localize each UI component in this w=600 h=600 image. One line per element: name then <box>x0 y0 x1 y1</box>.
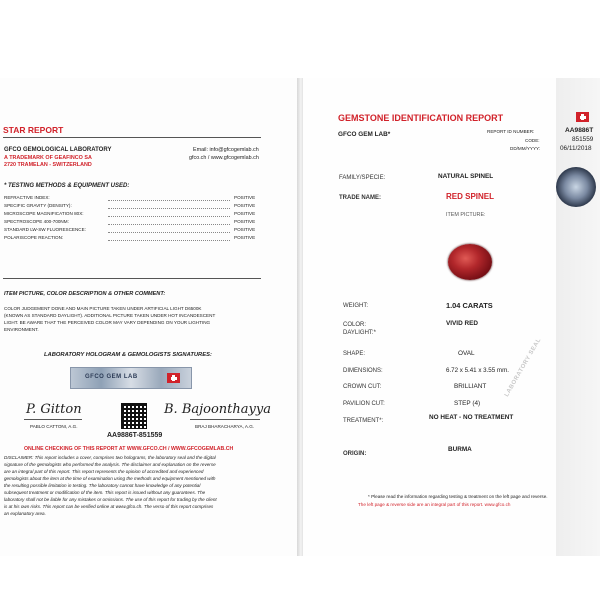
dot-leader <box>108 235 230 241</box>
disclaimer-line: laboratory shall not be liable for any mistakes or omissions. The use of this report for trading by the client <box>4 497 217 502</box>
dot-leader <box>108 203 230 209</box>
report-id-value: AA9886T <box>565 127 594 134</box>
lab-email: Email: info@gfcogemlab.ch <box>193 147 259 153</box>
test-name: MICROSCOPE MAGNIFICATION 80X: <box>4 211 84 216</box>
picture-comment-line: (KNOWN AS STANDARD DAYLIGHT). ADDITIONAL PICTURE TAKEN UNDER HOT INCANDESCENT <box>4 313 216 318</box>
left-report-number: AA9886T-851559 <box>107 432 163 439</box>
item-picture-label: ITEM PICTURE: <box>446 212 486 218</box>
signer-1-name: PABLO CATTONI, A.G. <box>30 424 78 429</box>
dot-leader <box>108 195 230 201</box>
testing-methods-title: * TESTING METHODS & EQUIPMENT USED: <box>4 183 130 189</box>
disclaimer-line: is at his own risks. This report can be verified online at www.gfco.ch. The verso of this report comprises <box>4 504 214 509</box>
test-result: POSITIVE <box>234 195 256 200</box>
lab-trademark: A TRADEMARK OF GEAFINCO SA <box>4 155 92 161</box>
weight-label: WEIGHT: <box>343 303 368 309</box>
header-divider <box>3 137 261 138</box>
report-title: GEMSTONE IDENTIFICATION REPORT <box>338 113 504 123</box>
picture-comment-title: ITEM PICTURE, COLOR DESCRIPTION & OTHER COMMENT: <box>4 291 166 297</box>
picture-comment-line: COLOR JUDGEMENT DONE AND MAIN PICTURE TAKEN UNDER ARTIFICIAL LIGHT D6500K <box>4 306 202 311</box>
code-value: 851559 <box>572 136 594 143</box>
swiss-flag-icon <box>167 373 180 383</box>
star-report-title: STAR REPORT <box>3 125 64 135</box>
lab-name: GFCO GEMOLOGICAL LABORATORY <box>4 147 112 153</box>
family-label: FAMILY/SPECIE: <box>339 175 386 181</box>
red-spinel-photo <box>448 244 492 280</box>
hologram-seal <box>556 167 596 207</box>
trade-name-label: TRADE NAME: <box>339 195 381 201</box>
pavilion-cut-label: PAVILION CUT: <box>343 401 385 407</box>
disclaimer-line: are an integral part of this report. This report represents the opinion of accredited and experienced <box>4 469 204 474</box>
test-result: POSITIVE <box>234 235 256 240</box>
picture-comment-line: LIGHT. BE AWARE THAT THE PERCEIVED COLOR MAY VARY DEPENDING ON YOUR LIGHTING <box>4 320 211 325</box>
signer-2-name: BRAJ BHARACHARYA, A.G. <box>195 424 255 429</box>
disclaimer-line: DISCLAIMER: This report includes a cover, comprises two holograms, the laboratory seal and the digital <box>4 455 216 460</box>
online-check-link[interactable]: ONLINE CHECKING OF THIS REPORT AT WWW.GFCO.CH / WWW.GFCOGEMLAB.CH <box>24 446 234 452</box>
footnote-testing: * Please read the information regarding testing & treatment on the left page and reverse. <box>368 494 548 499</box>
dimensions-value: 6.72 x 5.41 x 3.55 mm. <box>446 367 509 374</box>
swiss-flag-icon <box>576 112 589 122</box>
dimensions-label: DIMENSIONS: <box>343 368 383 374</box>
disclaimer-line: the resulting possible limitation in testing. The laboratory cannot have knowledge of any potential <box>4 483 201 488</box>
disclaimer-line: signature of the gemologists who performed the analysis. The disclaimer and explanation on the reverse <box>4 462 216 467</box>
lab-website: gfco.ch / www.gfcogemlab.ch <box>189 155 259 161</box>
shape-value: OVAL <box>458 350 475 357</box>
report-id-label: REPORT ID NUMBER: <box>487 129 535 134</box>
signature-pablo-cattoni: P. Gitton <box>26 402 82 417</box>
dot-leader <box>108 227 230 233</box>
code-label: CODE: <box>525 138 540 143</box>
trade-name-value: RED SPINEL <box>446 192 495 201</box>
hologram-title: LABORATORY HOLOGRAM & GEMOLOGISTS SIGNATURES: <box>44 352 212 358</box>
test-name: SPECIFIC GRAVITY (DENSITY): <box>4 203 72 208</box>
date-value: 06/11/2018 <box>560 145 592 152</box>
laboratory-seal-watermark: LABORATORY SEAL <box>504 337 543 398</box>
disclaimer-line: subsequent treatment or modification of the item. This report is issued without any guarantees. The <box>4 490 206 495</box>
crown-cut-value: BRILLIANT <box>454 383 487 390</box>
treatment-value: NO HEAT - NO TREATMENT <box>429 414 514 421</box>
origin-value: BURMA <box>448 446 472 453</box>
test-result: POSITIVE <box>234 227 256 232</box>
test-result: POSITIVE <box>234 219 256 224</box>
lab-address: 2720 TRAMELAN - SWITZERLAND <box>4 162 92 168</box>
family-value: NATURAL SPINEL <box>438 173 494 180</box>
dot-leader <box>108 219 230 225</box>
disclaimer-line: gemologists about the item at the time of examination using the methods and equipment mentioned with <box>4 476 216 481</box>
date-label: DD/MM/YYYY: <box>510 146 541 151</box>
color-label: COLOR: <box>343 322 367 328</box>
test-name: REFRACTIVE INDEX: <box>4 195 50 200</box>
report-subtitle: GFCO GEM LAB* <box>338 131 391 138</box>
hologram-label: GFCO GEM LAB <box>85 374 138 380</box>
pavilion-cut-value: STEP (4) <box>454 400 481 407</box>
verification-qr-code <box>121 403 147 429</box>
signature-braj-bharacharya: B. Bajoonthayya <box>164 402 271 417</box>
hologram-strip <box>70 367 192 389</box>
dot-leader <box>108 211 230 217</box>
test-name: SPECTROSCOPE 400-700NM: <box>4 219 69 224</box>
footnote-integral: The left page & reverse side are an integral part of this report. www.gfco.ch <box>358 502 511 507</box>
daylight-label: DAYLIGHT:* <box>343 330 376 336</box>
section-divider <box>3 278 261 279</box>
crown-cut-label: CROWN CUT: <box>343 384 382 390</box>
test-name: STANDARD LW-SW FLUORESCENCE: <box>4 227 86 232</box>
shape-label: SHAPE: <box>343 351 366 357</box>
test-result: POSITIVE <box>234 203 256 208</box>
weight-value: 1.04 CARATS <box>446 301 493 310</box>
picture-comment-line: ENVIRONMENT. <box>4 327 39 332</box>
signature-line <box>190 419 260 420</box>
signature-line <box>24 419 82 420</box>
test-result: POSITIVE <box>234 211 256 216</box>
test-name: POLARISCOPE REACTION: <box>4 235 64 240</box>
disclaimer-line: an explanatory area. <box>4 511 46 516</box>
color-value: VIVID RED <box>446 320 478 327</box>
origin-label: ORIGIN: <box>343 451 367 457</box>
treatment-label: TREATMENT*: <box>343 418 384 424</box>
